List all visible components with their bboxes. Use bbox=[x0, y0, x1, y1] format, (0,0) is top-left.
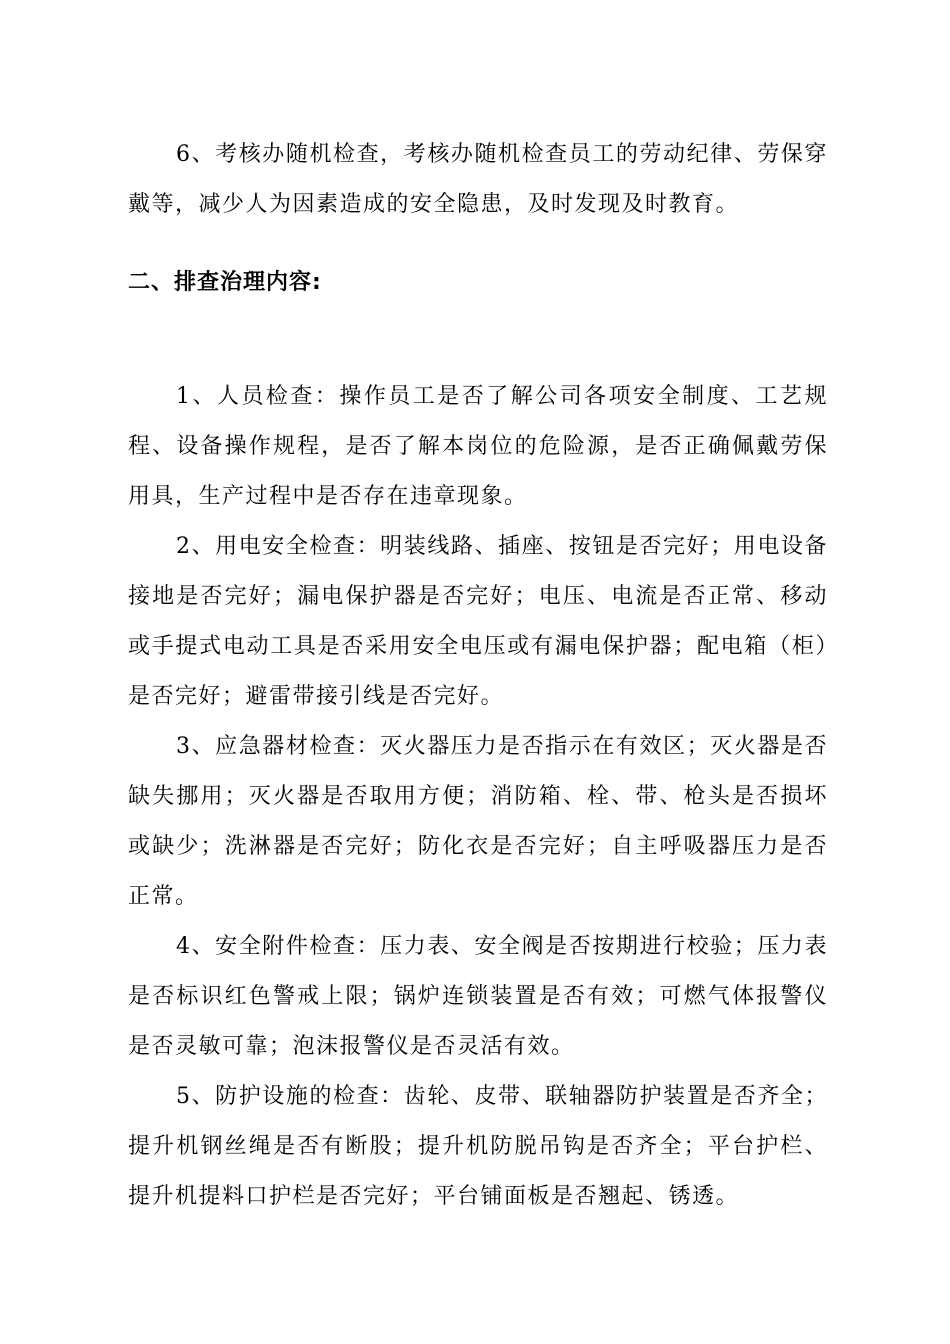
paragraph-item-4: 4、安全附件检查：压力表、安全阀是否按期进行校验；压力表是否标识红色警戒上限；锅炉连锁装置是否有效；可燃气体报警仪是否灵敏可靠；泡沫报警仪是否灵活有效。 bbox=[128, 934, 828, 1059]
paragraph-item-5: 5、防护设施的检查：齿轮、皮带、联轴器防护装置是否齐全；提升机钢丝绳是否有断股；提升机防脱吊钩是否齐全；平台护栏、提升机提料口护栏是否完好；平台铺面板是否翘起、锈透。 bbox=[128, 1084, 828, 1209]
section-heading: 二、排查治理内容: bbox=[128, 270, 322, 295]
paragraph-item-2: 2、用电安全检查：明装线路、插座、按钮是否完好；用电设备接地是否完好；漏电保护器是否完好；电压、电流是否正常、移动或手提式电动工具是否采用安全电压或有漏电保护器；配电箱（柜）是否完好；避雷带接引线是否完好。 bbox=[128, 534, 828, 709]
paragraph-item-1: 1、人员检查：操作员工是否了解公司各项安全制度、工艺规程、设备操作规程，是否了解本岗位的危险源，是否正确佩戴劳保用具，生产过程中是否存在违章现象。 bbox=[128, 384, 828, 509]
paragraph-item-3: 3、应急器材检查：灭火器压力是否指示在有效区；灭火器是否缺失挪用；灭火器是否取用方便；消防箱、栓、带、枪头是否损坏或缺少；洗淋器是否完好；防化衣是否完好；自主呼吸器压力是否正常。 bbox=[128, 734, 828, 909]
paragraph-item-6: 6、考核办随机检查，考核办随机检查员工的劳动纪律、劳保穿戴等，减少人为因素造成的安全隐患，及时发现及时教育。 bbox=[128, 142, 828, 217]
